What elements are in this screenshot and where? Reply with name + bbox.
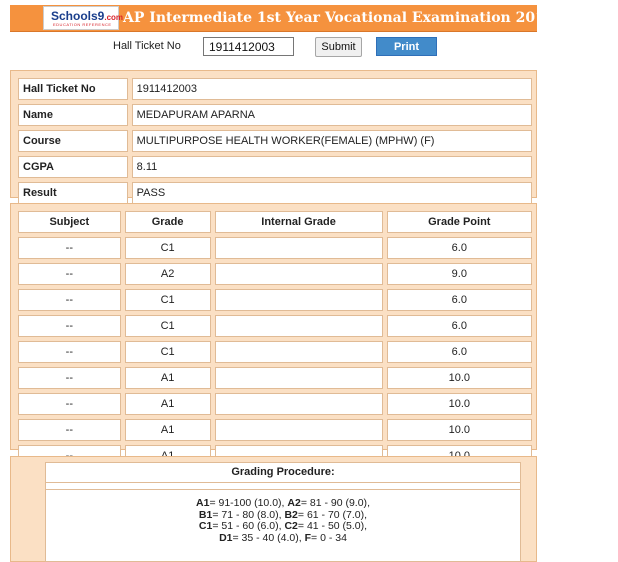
internal-grade-cell	[215, 393, 383, 415]
subject-cell: --	[18, 393, 121, 415]
grade-point-cell: 6.0	[387, 315, 532, 337]
schools9-logo[interactable]	[43, 6, 124, 30]
grade-a1-label: A1	[196, 497, 210, 509]
grade-point-cell: 10.0	[387, 419, 532, 441]
grading-title: Grading Procedure:	[46, 463, 520, 483]
info-label: CGPA	[18, 156, 128, 178]
table-row	[18, 237, 532, 259]
grade-cell: A1	[125, 393, 211, 415]
internal-grade-cell	[215, 367, 383, 389]
subject-cell: --	[18, 289, 121, 311]
grade-point-cell: 10.0	[387, 367, 532, 389]
col-grade: Grade	[125, 211, 211, 233]
table-row	[18, 341, 532, 363]
info-row-result	[18, 182, 532, 204]
header-bar	[10, 5, 618, 32]
grade-b2-range: = 61 - 70 (7.0)	[297, 508, 365, 521]
print-button[interactable]: Print	[376, 37, 437, 56]
hall-ticket-form	[10, 33, 537, 61]
grade-f-range: = 0 - 34	[311, 531, 347, 544]
grade-b1-label: B1	[198, 508, 213, 521]
subject-cell: --	[18, 419, 121, 441]
hall-ticket-input[interactable]	[203, 37, 294, 56]
grade-b2-label: B2	[284, 508, 298, 521]
col-internal-grade: Internal Grade	[215, 211, 383, 233]
grade-a2-range: = 81 - 90 (9.0)	[300, 497, 368, 509]
info-label: Result	[18, 182, 128, 204]
grade-point-cell: 6.0	[387, 341, 532, 363]
grade-b1-range: = 71 - 80 (8.0)	[212, 508, 279, 521]
subject-cell: --	[18, 341, 121, 363]
table-row	[18, 263, 532, 285]
info-value: MEDAPURAM APARNA	[132, 104, 532, 126]
marks-table	[14, 207, 536, 471]
info-label: Hall Ticket No	[18, 78, 128, 100]
info-value: MULTIPURPOSE HEALTH WORKER(FEMALE) (MPHW) (F)	[132, 130, 532, 152]
info-row-cgpa	[18, 156, 532, 178]
hall-ticket-label: Hall Ticket No	[113, 40, 181, 52]
internal-grade-cell	[215, 419, 383, 441]
grading-procedure-box	[45, 462, 521, 562]
grade-cell: C1	[125, 289, 211, 311]
grade-d1-label: D1	[219, 531, 233, 544]
grade-a1-range: = 91-100 (10.0)	[209, 497, 282, 509]
grade-cell: A1	[125, 419, 211, 441]
info-value: 1911412003	[132, 78, 532, 100]
info-value: PASS	[132, 182, 532, 204]
grade-c1-range: = 51 - 60 (6.0)	[212, 520, 279, 532]
info-row-course	[18, 130, 532, 152]
grade-point-cell: 9.0	[387, 263, 532, 285]
subject-cell: --	[18, 263, 121, 285]
table-row	[18, 393, 532, 415]
info-row-hall-ticket	[18, 78, 532, 100]
grade-cell: C1	[125, 237, 211, 259]
info-label: Name	[18, 104, 128, 126]
table-row	[18, 419, 532, 441]
subject-cell: --	[18, 237, 121, 259]
info-label: Course	[18, 130, 128, 152]
submit-button[interactable]: Submit	[315, 37, 362, 57]
col-grade-point: Grade Point	[387, 211, 532, 233]
student-info-panel	[10, 70, 537, 198]
grade-c2-label: C2	[284, 520, 298, 532]
grade-c2-range: = 41 - 50 (5.0)	[297, 520, 365, 532]
grade-point-cell: 6.0	[387, 289, 532, 311]
internal-grade-cell	[215, 341, 383, 363]
info-value: 8.11	[132, 156, 532, 178]
internal-grade-cell	[215, 315, 383, 337]
grade-cell: C1	[125, 341, 211, 363]
info-row-name	[18, 104, 532, 126]
table-row	[18, 289, 532, 311]
internal-grade-cell	[215, 289, 383, 311]
marks-panel	[10, 203, 537, 450]
table-row	[18, 367, 532, 389]
grade-cell: A1	[125, 367, 211, 389]
grade-point-cell: 10.0	[387, 393, 532, 415]
student-info-table	[14, 74, 536, 208]
grading-scale-text: A1= 91-100 (10.0), A2= 81 - 90 (9.0), B1= 71 - 80 (8.0), B2= 61 - 70 (7.0), C1= 51 - 60 (6.0), C2= 41 - 50 (5.0), D1= 35 - 40 (4.0), F= 0 - 34	[196, 497, 370, 544]
marks-header-row	[18, 211, 532, 233]
grade-d1-range: = 35 - 40 (4.0)	[232, 531, 299, 544]
subject-cell: --	[18, 367, 121, 389]
grade-c1-label: C1	[198, 520, 213, 532]
internal-grade-cell	[215, 263, 383, 285]
grade-a2-label: A2	[287, 497, 301, 509]
grading-divider	[46, 489, 520, 490]
grade-cell: A2	[125, 263, 211, 285]
page-title: AP Intermediate 1st Year Vocational Examination 2019 Results	[123, 10, 618, 26]
logo-brand: Schools9.com	[51, 9, 124, 23]
logo-tagline: EDUCATION REFERENCE	[53, 22, 112, 27]
grade-f-label: F	[304, 531, 312, 544]
col-subject: Subject	[18, 211, 121, 233]
subject-cell: --	[18, 315, 121, 337]
internal-grade-cell	[215, 237, 383, 259]
table-row	[18, 315, 532, 337]
grade-cell: C1	[125, 315, 211, 337]
grading-panel	[10, 456, 537, 562]
grade-point-cell: 6.0	[387, 237, 532, 259]
